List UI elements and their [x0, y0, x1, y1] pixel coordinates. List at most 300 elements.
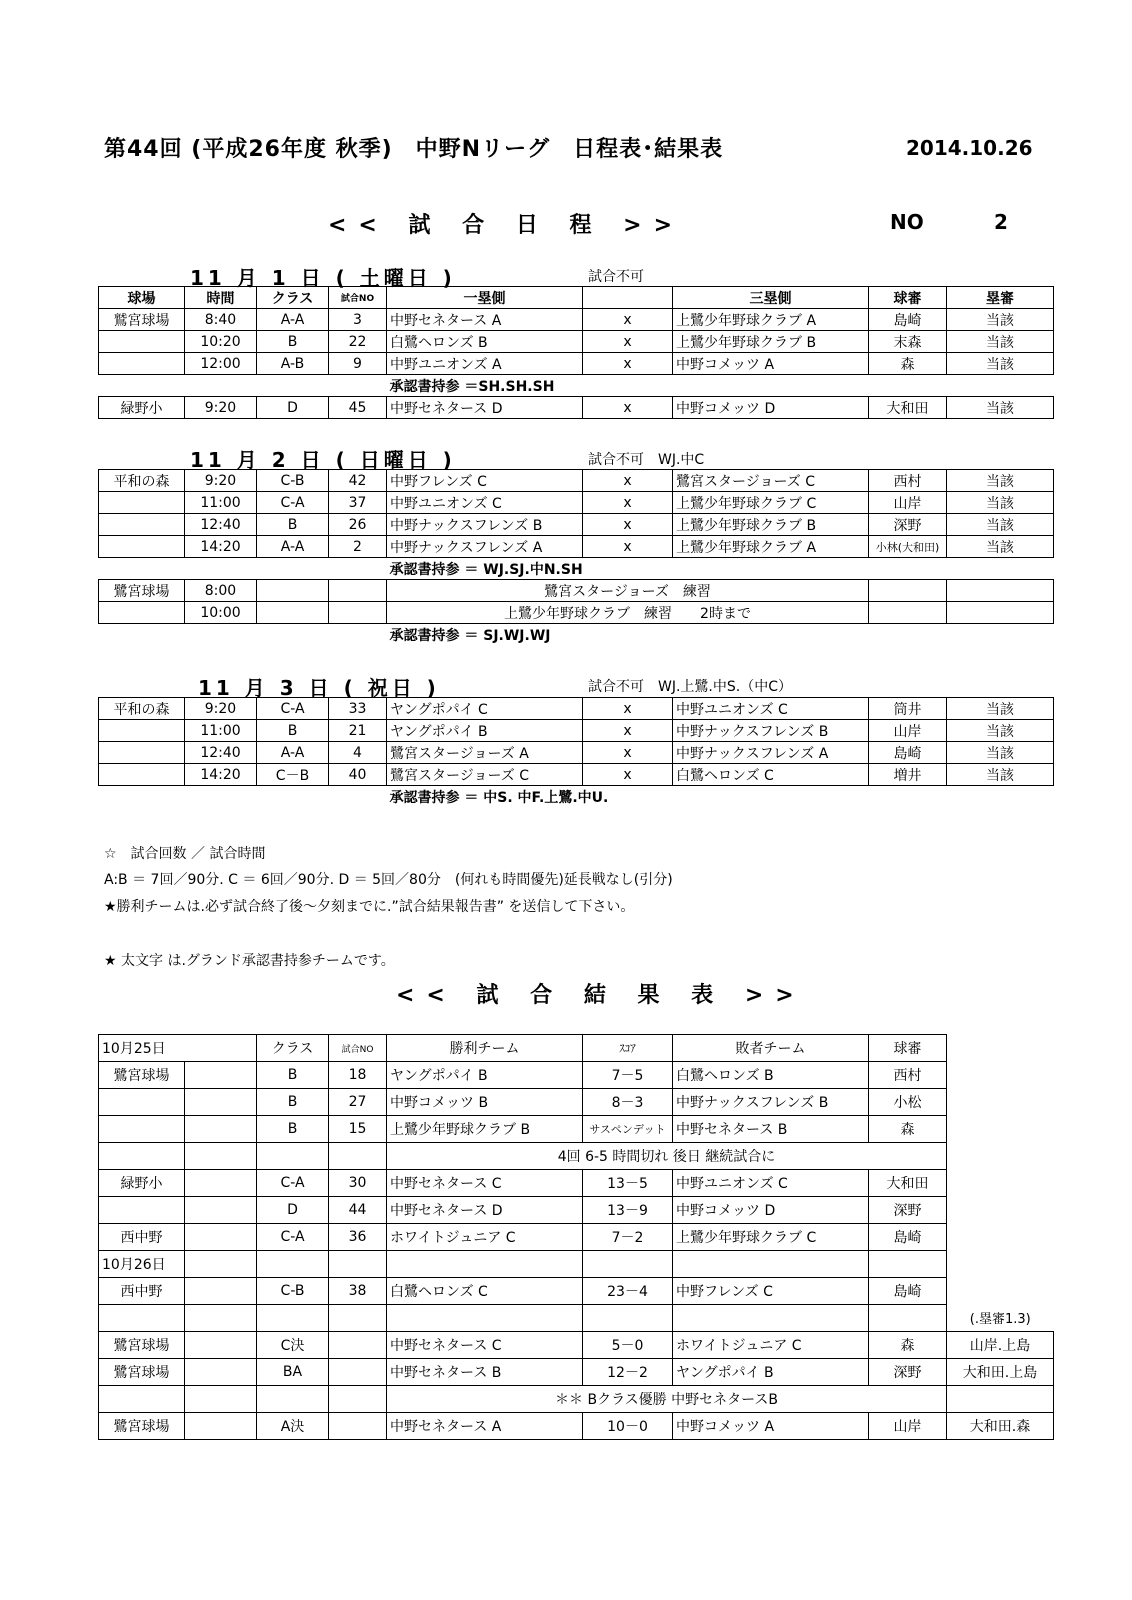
away-team-cell: 上鷺少年野球クラブ A — [673, 536, 869, 558]
umpire-cell: 西村 — [869, 1062, 947, 1089]
home-team-cell: ヤングポパイ B — [387, 720, 583, 742]
document-date: 2014.10.26 — [906, 136, 1033, 160]
loser-cell — [673, 1305, 869, 1332]
approval-text: 承認書持参 ＝ WJ.SJ.中N.SH — [389, 561, 583, 578]
table-row — [99, 1170, 1054, 1197]
class-cell: C-B — [257, 1278, 329, 1305]
game-no-cell: 38 — [329, 1278, 387, 1305]
class-cell: D — [257, 397, 329, 419]
loser-cell: ホワイトジュニア C — [673, 1332, 869, 1359]
col-date: 10月25日 — [99, 1035, 257, 1062]
game-no-cell: 15 — [329, 1116, 387, 1143]
practice-row — [99, 602, 1054, 624]
table-row — [99, 720, 1054, 742]
class-cell: C-A — [257, 492, 329, 514]
vs-cell: x — [583, 514, 673, 536]
col-blank — [583, 287, 673, 309]
umpire-cell: 筒井 — [869, 698, 947, 720]
base-umpire-cell — [947, 1386, 1054, 1413]
umpire-cell — [869, 580, 947, 602]
base-umpire-note: (.塁審1.3) — [969, 1312, 1031, 1328]
winner-cell: 中野セネタース B — [387, 1359, 583, 1386]
score-cell: 10－0 — [583, 1413, 673, 1440]
day1-schedule-table — [98, 286, 1054, 419]
game-no-cell: 9 — [329, 353, 387, 375]
table-row — [99, 353, 1054, 375]
table-row — [99, 1359, 1054, 1386]
class-cell: C－B — [257, 764, 329, 786]
table-row — [99, 698, 1054, 720]
class-cell — [257, 1143, 329, 1170]
base-umpire-cell: 大和田.森 — [947, 1413, 1054, 1440]
venue-cell — [99, 536, 185, 558]
class-cell — [257, 1251, 329, 1278]
table-row — [99, 492, 1054, 514]
blank-cell — [185, 1062, 257, 1089]
score-cell — [583, 1305, 673, 1332]
col-third-base: 三塁側 — [673, 287, 869, 309]
home-team-cell: ヤングポパイ C — [387, 698, 583, 720]
game-no-cell: 3 — [329, 309, 387, 331]
time-cell: 9:20 — [185, 397, 257, 419]
no-label: NO — [890, 210, 924, 234]
col-umpire: 球審 — [869, 1035, 947, 1062]
base-umpire-cell — [947, 602, 1054, 624]
venue-cell — [99, 331, 185, 353]
loser-cell: ヤングポパイ B — [673, 1359, 869, 1386]
table-row — [99, 470, 1054, 492]
approval-row — [99, 624, 1054, 646]
spacer-cell — [947, 1170, 1054, 1197]
umpire-cell — [869, 1251, 947, 1278]
score-cell — [583, 1251, 673, 1278]
no-value: 2 — [994, 210, 1008, 234]
umpire-cell: 大和田 — [869, 397, 947, 419]
spacer-cell — [947, 1224, 1054, 1251]
venue-cell — [99, 1089, 185, 1116]
home-team-cell: 中野セネタース D — [387, 397, 583, 419]
base-umpire-cell: 当該 — [947, 397, 1054, 419]
time-cell: 8:40 — [185, 309, 257, 331]
away-team-cell: 中野コメッツ D — [673, 397, 869, 419]
day2-heading: 11 月 2 日 ( 日曜日 ) — [190, 448, 456, 472]
score-cell: サスペンデット — [583, 1116, 673, 1143]
result-note: 4回 6-5 時間切れ 後日 継続試合に — [387, 1143, 947, 1170]
class-cell: B — [257, 720, 329, 742]
winner-cell: ホワイトジュニア C — [387, 1224, 583, 1251]
score-cell: 12－2 — [583, 1359, 673, 1386]
base-umpire-cell: 当該 — [947, 470, 1054, 492]
loser-cell: 中野セネタース B — [673, 1116, 869, 1143]
col-venue: 球場 — [99, 287, 185, 309]
class-cell: C決 — [257, 1332, 329, 1359]
umpire-cell: 深野 — [869, 1197, 947, 1224]
table-header-row — [99, 287, 1054, 309]
spacer-cell — [947, 1062, 1054, 1089]
winner-cell: 中野コメッツ B — [387, 1089, 583, 1116]
class-cell — [257, 602, 329, 624]
class-cell: A-A — [257, 309, 329, 331]
time-cell: 8:00 — [185, 580, 257, 602]
base-umpire-cell: 当該 — [947, 514, 1054, 536]
venue-cell — [99, 1197, 185, 1224]
game-no-cell — [329, 1305, 387, 1332]
game-no-cell: 33 — [329, 698, 387, 720]
umpire-cell: 森 — [869, 1116, 947, 1143]
base-umpire-cell: 大和田.上島 — [947, 1359, 1054, 1386]
time-cell: 9:20 — [185, 698, 257, 720]
spacer-cell — [947, 1035, 1054, 1062]
class-cell: C-A — [257, 698, 329, 720]
game-no-cell — [329, 1413, 387, 1440]
venue-cell: 西中野 — [99, 1278, 185, 1305]
note-line-3: ★勝利チームは.必ず試合終了後～夕刻までに.”試合結果報告書” を送信して下さい。 — [104, 899, 635, 915]
home-team-cell: 中野セネタース A — [387, 309, 583, 331]
loser-cell: 上鷺少年野球クラブ C — [673, 1224, 869, 1251]
score-cell: 13－9 — [583, 1197, 673, 1224]
results-heading: << 試 合 結 果 表 >> — [396, 983, 806, 1008]
away-team-cell: 上鷺少年野球クラブ C — [673, 492, 869, 514]
col-time: 時間 — [185, 287, 257, 309]
home-team-cell: 中野フレンズ C — [387, 470, 583, 492]
venue-cell — [99, 1305, 185, 1332]
umpire-cell: 末森 — [869, 331, 947, 353]
base-umpire-cell: 山岸.上島 — [947, 1332, 1054, 1359]
col-class: クラス — [257, 1035, 329, 1062]
results-table — [98, 1034, 1054, 1440]
home-team-cell: 中野ナックスフレンズ A — [387, 536, 583, 558]
class-cell: D — [257, 1197, 329, 1224]
spacer-cell — [947, 1197, 1054, 1224]
vs-cell: x — [583, 742, 673, 764]
base-umpire-cell: 当該 — [947, 309, 1054, 331]
game-no-cell — [329, 580, 387, 602]
time-cell: 12:40 — [185, 514, 257, 536]
umpire-cell — [869, 602, 947, 624]
class-cell: C-A — [257, 1170, 329, 1197]
approval-row — [99, 786, 1054, 808]
table-row — [99, 1332, 1054, 1359]
score-cell: 7－2 — [583, 1224, 673, 1251]
game-no-cell: 44 — [329, 1197, 387, 1224]
venue-cell: 緑野小 — [99, 1170, 185, 1197]
umpire-cell: 森 — [869, 1332, 947, 1359]
umpire-cell: 島崎 — [869, 1278, 947, 1305]
base-umpire-cell: 当該 — [947, 698, 1054, 720]
venue-cell: 鷺宮球場 — [99, 1359, 185, 1386]
approval-row — [99, 558, 1054, 580]
game-no-cell: 18 — [329, 1062, 387, 1089]
game-no-cell: 4 — [329, 742, 387, 764]
base-umpire-cell: 当該 — [947, 536, 1054, 558]
col-class: クラス — [257, 287, 329, 309]
venue-cell — [99, 720, 185, 742]
time-cell: 10:00 — [185, 602, 257, 624]
umpire-cell: 大和田 — [869, 1170, 947, 1197]
vs-cell: x — [583, 764, 673, 786]
vs-cell: x — [583, 492, 673, 514]
time-cell: 10:20 — [185, 331, 257, 353]
umpire-cell: 山岸 — [869, 1413, 947, 1440]
vs-cell: x — [583, 720, 673, 742]
blank-cell — [185, 1089, 257, 1116]
spacer-cell — [947, 1251, 1054, 1278]
umpire-cell: 深野 — [869, 514, 947, 536]
day2-schedule-table — [98, 469, 1054, 645]
umpire-cell: 山岸 — [869, 720, 947, 742]
vs-cell: x — [583, 397, 673, 419]
class-cell: A-A — [257, 742, 329, 764]
class-cell: A-B — [257, 353, 329, 375]
loser-cell: 中野コメッツ A — [673, 1413, 869, 1440]
time-cell: 11:00 — [185, 720, 257, 742]
umpire-cell: 島崎 — [869, 742, 947, 764]
table-row — [99, 1089, 1054, 1116]
blank-cell — [185, 1305, 257, 1332]
score-cell: 23－4 — [583, 1278, 673, 1305]
game-no-cell: 45 — [329, 397, 387, 419]
umpire-cell: 島崎 — [869, 309, 947, 331]
home-team-cell: 中野ユニオンズ C — [387, 492, 583, 514]
away-team-cell: 上鷺少年野球クラブ B — [673, 331, 869, 353]
day1-heading: 11 月 1 日 ( 土曜日 ) — [190, 266, 456, 290]
class-cell: B — [257, 331, 329, 353]
table-row — [99, 1062, 1054, 1089]
venue-cell — [99, 602, 185, 624]
base-umpire-cell: 当該 — [947, 764, 1054, 786]
base-umpire-cell: 当該 — [947, 331, 1054, 353]
game-no-cell — [329, 1332, 387, 1359]
home-team-cell: 中野ユニオンズ A — [387, 353, 583, 375]
blank-cell — [185, 1359, 257, 1386]
venue-cell: 鷺宮球場 — [99, 1413, 185, 1440]
game-no-cell: 40 — [329, 764, 387, 786]
base-umpire-cell: 当該 — [947, 742, 1054, 764]
loser-cell: 白鷺ヘロンズ B — [673, 1062, 869, 1089]
blank-cell — [185, 1278, 257, 1305]
time-cell: 9:20 — [185, 470, 257, 492]
loser-cell — [673, 1251, 869, 1278]
table-row — [99, 1305, 1054, 1332]
note-row — [99, 1386, 1054, 1413]
class-cell: A決 — [257, 1413, 329, 1440]
game-no-cell: 36 — [329, 1224, 387, 1251]
home-team-cell: 白鷺ヘロンズ B — [387, 331, 583, 353]
col-first-base: 一塁側 — [387, 287, 583, 309]
table-row — [99, 764, 1054, 786]
class-cell: A-A — [257, 536, 329, 558]
practice-text: 上鷺少年野球クラブ 練習 2時まで — [387, 602, 869, 624]
champion-note: ＊＊ Bクラス優勝 中野セネタースB — [387, 1386, 947, 1413]
winner-cell: 中野セネタース D — [387, 1197, 583, 1224]
class-cell: BA — [257, 1359, 329, 1386]
venue-cell — [99, 764, 185, 786]
time-cell: 14:20 — [185, 536, 257, 558]
col-game-no: 試合NO — [329, 1035, 387, 1062]
practice-row — [99, 580, 1054, 602]
date-row — [99, 1251, 1054, 1278]
date-cell: 10月26日 — [99, 1251, 185, 1278]
vs-cell: x — [583, 536, 673, 558]
col-winner: 勝利チーム — [387, 1035, 583, 1062]
venue-cell: 鷺宮球場 — [99, 580, 185, 602]
col-umpire: 球審 — [869, 287, 947, 309]
day3-note: 試合不可 WJ.上鷺.中S.（中C） — [588, 679, 792, 695]
results-header-row — [99, 1035, 1054, 1062]
base-umpire-cell: 当該 — [947, 353, 1054, 375]
loser-cell: 中野コメッツ D — [673, 1197, 869, 1224]
table-row — [99, 1197, 1054, 1224]
note-line-2: A:B ＝ 7回／90分. C ＝ 6回／90分. D ＝ 5回／80分 (何れも時間優先)延長戦なし(引分) — [104, 872, 673, 888]
base-umpire-cell — [947, 580, 1054, 602]
table-row — [99, 514, 1054, 536]
class-cell: B — [257, 1116, 329, 1143]
blank-cell — [185, 1143, 257, 1170]
away-team-cell: 中野ナックスフレンズ A — [673, 742, 869, 764]
blank-cell — [185, 1170, 257, 1197]
umpire-cell: 山岸 — [869, 492, 947, 514]
venue-cell — [99, 1143, 185, 1170]
class-cell: B — [257, 514, 329, 536]
note-line-1: ☆ 試合回数 ／ 試合時間 — [104, 846, 266, 862]
game-no-cell — [329, 1386, 387, 1413]
game-no-cell — [329, 1143, 387, 1170]
blank-cell — [185, 1332, 257, 1359]
day3-heading: 11 月 3 日 ( 祝日 ) — [198, 676, 440, 700]
venue-cell: 鷺宮球場 — [99, 1332, 185, 1359]
class-cell — [257, 580, 329, 602]
home-team-cell: 中野ナックスフレンズ B — [387, 514, 583, 536]
score-cell: 13－5 — [583, 1170, 673, 1197]
page-title: 第44回 (平成26年度 秋季) 中野Nリーグ 日程表･結果表 — [104, 137, 724, 162]
day1-note: 試合不可 — [588, 269, 644, 285]
vs-cell: x — [583, 353, 673, 375]
table-row — [99, 1224, 1054, 1251]
loser-cell: 中野ユニオンズ C — [673, 1170, 869, 1197]
blank-cell — [185, 1386, 257, 1413]
winner-cell: 白鷺ヘロンズ C — [387, 1278, 583, 1305]
class-cell: C-B — [257, 470, 329, 492]
base-umpire-cell: 当該 — [947, 492, 1054, 514]
game-no-cell: 21 — [329, 720, 387, 742]
away-team-cell: 中野コメッツ A — [673, 353, 869, 375]
game-no-cell — [329, 602, 387, 624]
venue-cell — [99, 1386, 185, 1413]
note-line-4: ★ 太文字 は.グランド承認書持参チームです。 — [104, 953, 395, 969]
venue-cell: 平和の森 — [99, 470, 185, 492]
away-team-cell: 中野ユニオンズ C — [673, 698, 869, 720]
away-team-cell: 白鷺ヘロンズ C — [673, 764, 869, 786]
game-no-cell: 37 — [329, 492, 387, 514]
class-cell: B — [257, 1089, 329, 1116]
table-row — [99, 397, 1054, 419]
loser-cell: 中野フレンズ C — [673, 1278, 869, 1305]
umpire-cell: 小林(大和田) — [869, 536, 947, 558]
day3-schedule-table — [98, 697, 1054, 807]
col-base-umpire: 塁審 — [947, 287, 1054, 309]
blank-cell — [185, 1251, 257, 1278]
venue-cell: 西中野 — [99, 1224, 185, 1251]
table-row — [99, 1278, 1054, 1305]
score-cell: 7－5 — [583, 1062, 673, 1089]
time-cell: 11:00 — [185, 492, 257, 514]
spacer-cell — [99, 375, 387, 397]
time-cell: 12:00 — [185, 353, 257, 375]
approval-text: 承認書持参 ＝SH.SH.SH — [389, 378, 555, 395]
venue-cell: 鷲宮球場 — [99, 309, 185, 331]
umpire-cell — [869, 1305, 947, 1332]
spacer-cell — [99, 558, 387, 580]
blank-cell — [185, 1224, 257, 1251]
winner-cell: ヤングポパイ B — [387, 1062, 583, 1089]
approval-row — [99, 375, 1054, 397]
umpire-cell: 増井 — [869, 764, 947, 786]
winner-cell: 上鷺少年野球クラブ B — [387, 1116, 583, 1143]
col-score: ｽｺｱ — [583, 1035, 673, 1062]
vs-cell: x — [583, 309, 673, 331]
umpire-cell: 小松 — [869, 1089, 947, 1116]
table-row — [99, 309, 1054, 331]
spacer-cell — [99, 786, 387, 808]
game-no-cell: 26 — [329, 514, 387, 536]
class-cell — [257, 1386, 329, 1413]
winner-cell: 中野セネタース C — [387, 1332, 583, 1359]
blank-cell — [185, 1116, 257, 1143]
spacer-cell — [99, 624, 387, 646]
approval-text: 承認書持参 ＝ SJ.WJ.WJ — [389, 627, 551, 644]
game-no-cell: 2 — [329, 536, 387, 558]
table-row — [99, 1116, 1054, 1143]
col-loser: 敗者チーム — [673, 1035, 869, 1062]
spacer-cell — [947, 1143, 1054, 1170]
away-team-cell: 上鷺少年野球クラブ B — [673, 514, 869, 536]
class-cell: C-A — [257, 1224, 329, 1251]
note-row — [99, 1143, 1054, 1170]
venue-cell: 平和の森 — [99, 698, 185, 720]
venue-cell — [99, 353, 185, 375]
winner-cell — [387, 1305, 583, 1332]
game-no-cell: 22 — [329, 331, 387, 353]
spacer-cell — [947, 1116, 1054, 1143]
umpire-cell: 深野 — [869, 1359, 947, 1386]
venue-cell — [99, 742, 185, 764]
venue-cell — [99, 492, 185, 514]
time-cell: 14:20 — [185, 764, 257, 786]
game-no-cell: 42 — [329, 470, 387, 492]
away-team-cell: 鷺宮スタージョーズ C — [673, 470, 869, 492]
venue-cell — [99, 1116, 185, 1143]
base-umpire-cell: 当該 — [947, 720, 1054, 742]
day2-note: 試合不可 WJ.中C — [588, 452, 705, 468]
vs-cell: x — [583, 331, 673, 353]
table-row — [99, 742, 1054, 764]
blank-cell — [185, 1413, 257, 1440]
home-team-cell: 鷺宮スタージョーズ A — [387, 742, 583, 764]
blank-cell — [185, 1197, 257, 1224]
class-cell — [257, 1305, 329, 1332]
table-row — [99, 331, 1054, 353]
winner-cell: 中野セネタース C — [387, 1170, 583, 1197]
winner-cell: 中野セネタース A — [387, 1413, 583, 1440]
umpire-cell: 島崎 — [869, 1224, 947, 1251]
game-no-cell — [329, 1251, 387, 1278]
approval-text: 承認書持参 ＝ 中S. 中F.上鷺.中U. — [389, 789, 609, 806]
spacer-cell — [947, 1278, 1054, 1305]
away-team-cell: 上鷺少年野球クラブ A — [673, 309, 869, 331]
umpire-cell: 森 — [869, 353, 947, 375]
away-team-cell: 中野ナックスフレンズ B — [673, 720, 869, 742]
col-game-no: 試合NO — [329, 287, 387, 309]
